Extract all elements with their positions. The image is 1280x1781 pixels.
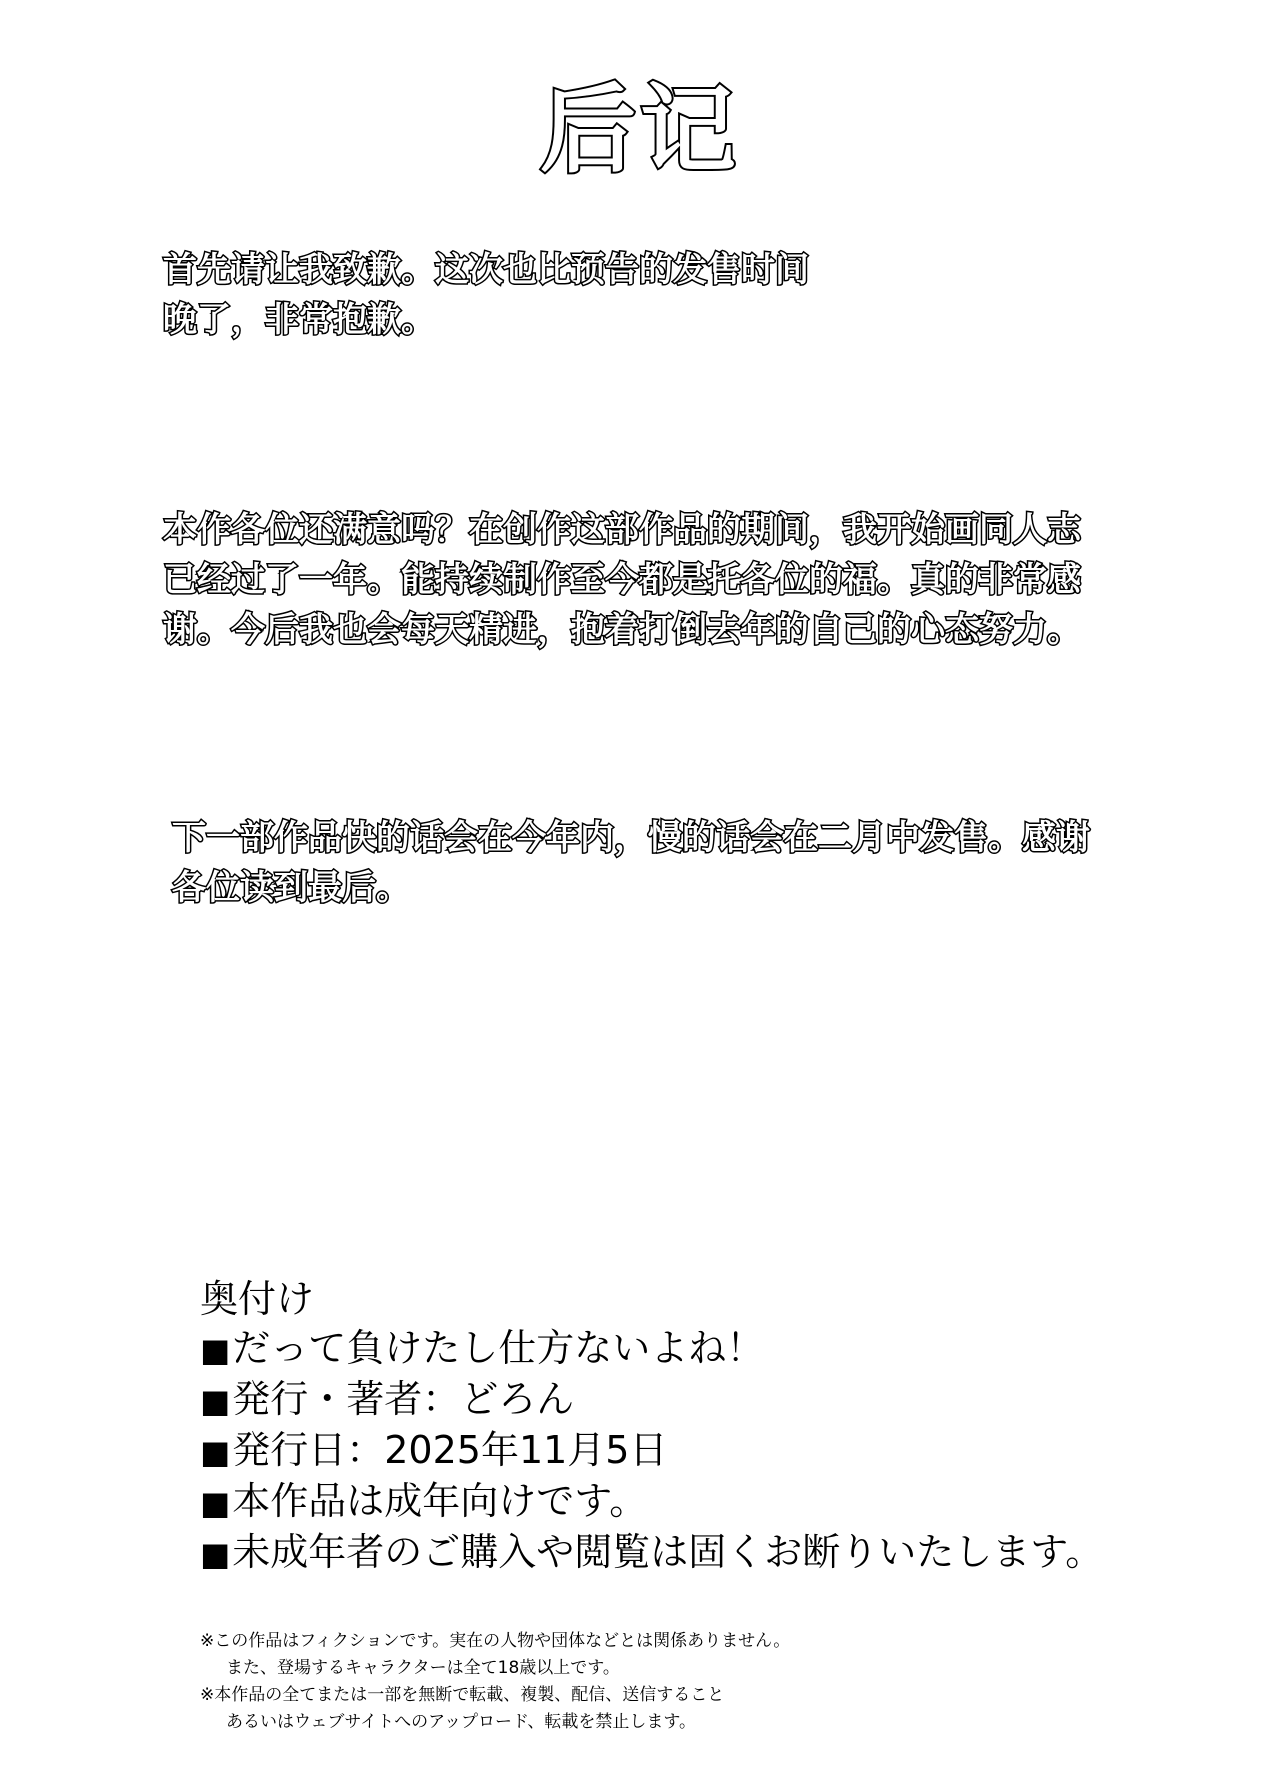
colophon-heading: 奥付け xyxy=(200,1277,315,1321)
paragraph-line: 首先请让我致歉。这次也比预告的发售时间 xyxy=(163,250,809,290)
colophon-item xyxy=(200,1426,1103,1477)
square-bullet-icon: ■ xyxy=(200,1535,231,1573)
square-bullet-icon: ■ xyxy=(200,1382,231,1420)
colophon-item-text: だって負けたし仕方ないよね！ xyxy=(232,1326,765,1370)
disclaimer-line: あるいはウェブサイトへのアップロード、転載を禁止します。 xyxy=(226,1712,697,1732)
afterword-paragraph-1 xyxy=(163,245,809,345)
colophon-item xyxy=(200,1324,1103,1375)
paragraph-line: 本作各位还满意吗？在创作这部作品的期间，我开始画同人志 xyxy=(163,510,1081,550)
disclaimer-line: ※本作品の全てまたは一部を無断で転載、複製、配信、送信すること xyxy=(200,1685,725,1705)
square-bullet-icon: ■ xyxy=(200,1331,231,1369)
colophon-item-text: 発行・著者：どろん xyxy=(232,1377,575,1421)
disclaimer-line: また、登場するキャラクターは全て18歳以上です。 xyxy=(226,1658,620,1678)
colophon-item xyxy=(200,1375,1103,1426)
disclaimer-line: ※この作品はフィクションです。実在の人物や団体などとは関係ありません。 xyxy=(200,1631,791,1651)
colophon-item xyxy=(200,1477,1103,1528)
paragraph-line: 已经过了一年。能持续制作至今都是托各位的福。真的非常感 xyxy=(163,560,1081,600)
square-bullet-icon: ■ xyxy=(200,1433,231,1471)
colophon-item-text: 未成年者のご購入や閲覧は固くお断りいたします。 xyxy=(232,1530,1104,1574)
colophon-item xyxy=(200,1528,1103,1579)
paragraph-line: 谢。今后我也会每天精进，抱着打倒去年的自己的心态努力。 xyxy=(163,610,1081,650)
paragraph-line: 下一部作品快的话会在今年内，慢的话会在二月中发售。感谢 xyxy=(172,818,1090,858)
afterword-paragraph-3 xyxy=(172,813,1090,913)
paragraph-line: 各位读到最后。 xyxy=(172,868,410,908)
afterword-paragraph-2 xyxy=(163,505,1081,655)
disclaimer-notes xyxy=(200,1628,790,1736)
colophon xyxy=(200,1275,1103,1579)
colophon-item-text: 本作品は成年向けです。 xyxy=(232,1479,648,1523)
square-bullet-icon: ■ xyxy=(200,1484,231,1522)
page-title: 后记 xyxy=(540,74,740,186)
colophon-item-text: 発行日：2025年11月5日 xyxy=(232,1428,668,1472)
paragraph-line: 晚了，非常抱歉。 xyxy=(163,300,435,340)
